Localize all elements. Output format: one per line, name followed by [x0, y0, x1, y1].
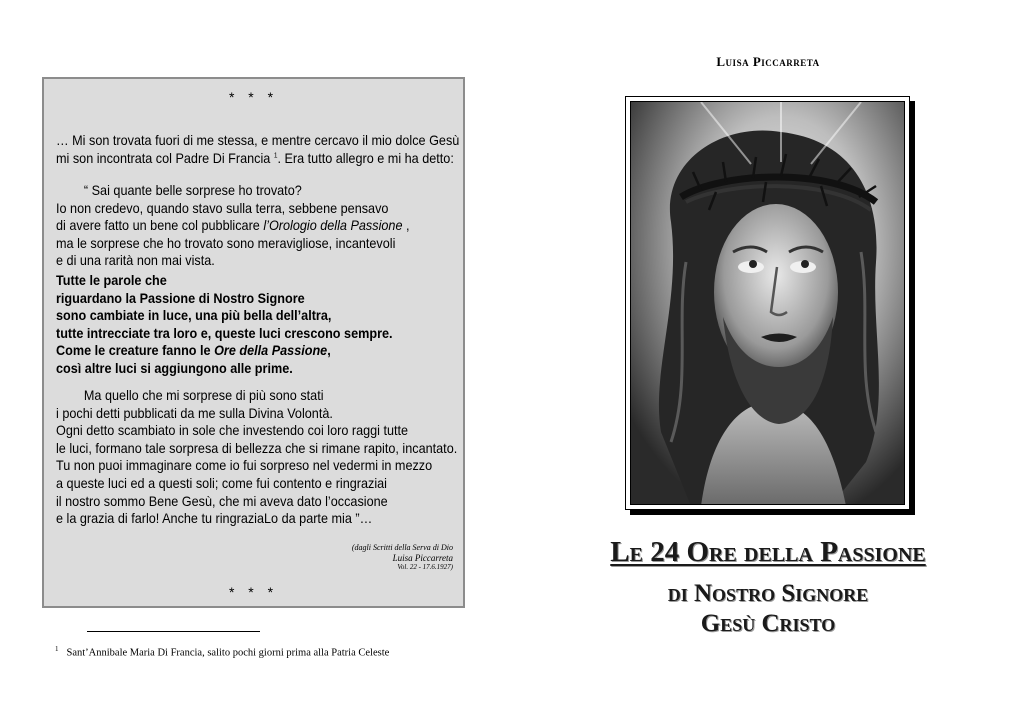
book-title-italic: Ore della Passione	[214, 343, 328, 359]
text-line: Io non credevo, quando stavo sulla terra, sebbene pensavo	[56, 200, 389, 216]
bold-paragraph	[56, 272, 433, 378]
text-line: … Mi son trovata fuori di me stessa, e mentre cercavo il mio dolce Gesù	[56, 133, 460, 148]
text-line: a queste luci ed a questi soli; come fui contento e ringraziai	[56, 475, 388, 491]
source-citation	[352, 543, 453, 572]
cover-image	[630, 101, 905, 505]
text-line: e la grazia di farlo! Anche tu ringraziaLo da parte mia ”…	[56, 511, 373, 527]
quote-paragraph-2	[56, 387, 458, 528]
footnote-text: Sant’Annibale Maria Di Francia, salito pochi giorni prima alla Patria Celeste	[66, 647, 390, 659]
text-line: Ogni detto scambiato in sole che investendo coi loro raggi tutte	[56, 423, 409, 439]
christ-portrait-icon	[631, 102, 905, 505]
text-line: Tu non puoi immaginare come io fui sorpreso nel vedermi in mezzo	[56, 458, 433, 474]
text-line: Come le creature fanno le Ore della Passione,	[56, 343, 331, 359]
footnote-number: 1	[55, 645, 59, 653]
book-title-line-3: Gesù Cristo	[700, 610, 836, 637]
text-line: riguardano la Passione di Nostro Signore	[56, 290, 305, 306]
book-title-italic: l’Orologio della Passione	[263, 218, 403, 234]
separator-stars-bottom: * * *	[228, 584, 279, 600]
text-line: Tutte le parole che	[56, 273, 167, 288]
footnote-rule	[87, 631, 260, 632]
citation-line: (dagli Scritti della Serva di Dio	[351, 543, 453, 552]
text-line: mi son incontrata col Padre Di Francia $^1$. Era tutto allegro e mi ha detto:	[56, 150, 454, 166]
footnote-reference: 1	[273, 152, 278, 160]
book-title-line-1: Le 24 Ore della Passione	[610, 536, 926, 568]
separator-stars-top: * * *	[228, 89, 279, 105]
text-line: il nostro sommo Bene Gesù, che mi aveva dato l’occasione	[56, 493, 388, 509]
cover-image-frame	[625, 96, 910, 510]
text-line: i pochi detti pubblicati da me sulla Divina Volontà.	[56, 405, 333, 421]
text-line: “ Sai quante belle sorprese ho trovato?	[83, 183, 302, 198]
intro-paragraph	[56, 132, 460, 167]
citation-volume: Vol. 22 - 17.6.1927)	[397, 563, 453, 571]
text-line: le luci, formano tale sorpresa di bellezza che si rimane rapito, incantato.	[56, 440, 458, 456]
text-line: tutte intrecciate tra loro e, queste luci crescono sempre.	[56, 325, 393, 341]
text-line: ma le sorprese che ho trovato sono meravigliose, incantevoli	[56, 235, 396, 251]
quote-panel	[42, 77, 465, 608]
citation-author: Luisa Piccarreta	[392, 553, 453, 563]
quote-paragraph-1	[56, 182, 433, 270]
author-name: Luisa Piccarreta	[716, 54, 820, 69]
text-line: e di una rarità non mai vista.	[56, 253, 215, 269]
book-title-line-2: di Nostro Signore	[667, 580, 869, 607]
text-line: così altre luci si aggiungono alle prime.	[56, 360, 293, 376]
text-line: Ma quello che mi sorprese di più sono stati	[83, 388, 324, 403]
text-line: di avere fatto un bene col pubblicare l’Orologio della Passione ,	[56, 218, 410, 234]
footnote	[55, 645, 389, 659]
text-line: sono cambiate in luce, una più bella dell’altra,	[56, 308, 332, 324]
